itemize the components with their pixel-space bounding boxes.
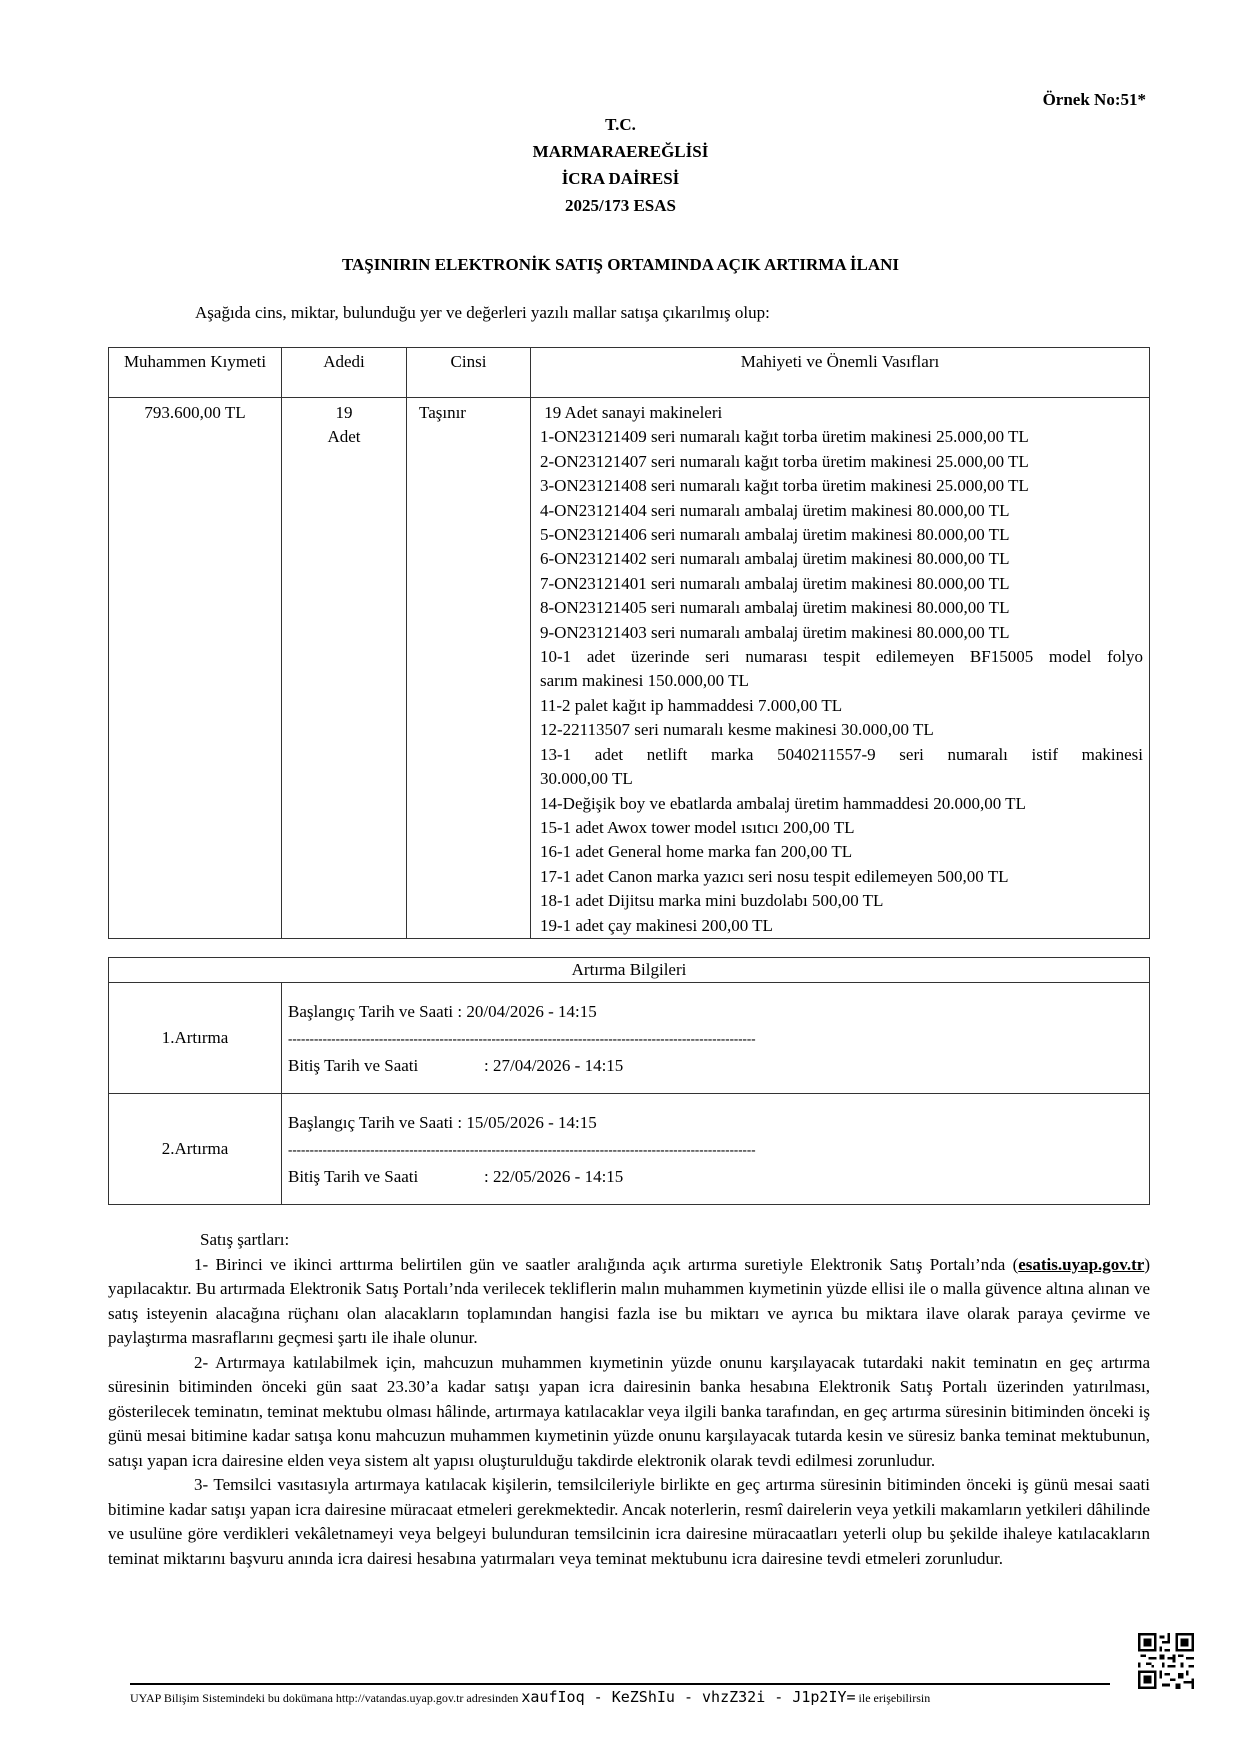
desc-line: 13-1 adet netlift marka 5040211557-9 seri numaralı istif makinesi — [540, 744, 1143, 764]
footer-text: UYAP Bilişim Sistemindeki bu dokümana http://vatandas.uyap.gov.tr adresinden — [130, 1691, 522, 1705]
desc-line: 6-ON23121402 seri numaralı ambalaj üretim makinesi 80.000,00 TL — [540, 549, 1010, 569]
count-unit: Adet — [327, 427, 361, 446]
terms-paragraph-1 — [108, 1253, 1150, 1351]
desc-line: 30.000,00 TL — [540, 769, 633, 789]
qr-code-icon — [1138, 1633, 1194, 1689]
cell-description — [531, 398, 1150, 939]
start-row — [288, 1109, 1148, 1136]
cell-count — [282, 398, 407, 939]
intro-text: Aşağıda cins, miktar, bulunduğu yer ve değerleri yazılı mallar satışa çıkarılmış olup: — [195, 303, 770, 322]
terms-paragraph-2: 2- Artırmaya katılabilmek için, mahcuzun muhammen kıymetinin yüzde onunu karşılayacak tutardaki nakit teminatın en geç artırma süresinin bitiminden önceki gün saat 23.30’a kadar satışı yapan icra dairesinin banka hesabına Elektronik Satış Portalı üzerinden yatırılması, gösterilecek teminatın, teminat mektubu olması hâlinde, artırmaya katılacaklar veya ilgili banka tarafından, en geç artırma süresinin bitiminden önceki iş günü mesai bitimine kadar satışa konu mahcuzun muhammen kıymetinin yüzde onunu karşılayacak tutarda kesin ve süresiz banka teminat mektubunun, satışı yapan icra dairesine elden veya sistem alt yapısı oluşturulduğu takdirde elektronik olarak tevdi edilmesi zorunludur. — [108, 1352, 1150, 1470]
page-title: TAŞINIRIN ELEKTRONİK SATIŞ ORTAMINDA AÇIK ARTIRMA İLANI — [341, 255, 900, 274]
goods-table — [108, 347, 1150, 939]
desc-line: 12-22113507 seri numaralı kesme makinesi 30.000,00 TL — [540, 720, 934, 740]
separator-dashes: ------------------------------------------------------------------------------------------------------------ — [288, 1141, 756, 1157]
desc-line: 3-ON23121408 seri numaralı kağıt torba üretim makinesi 25.000,00 TL — [540, 476, 1029, 496]
round-label: 2.Artırma — [109, 1094, 282, 1205]
table-row — [109, 398, 1150, 939]
auction-table — [108, 957, 1150, 1205]
end-row — [288, 1163, 1148, 1190]
header-case-no: 2025/173 ESAS — [565, 196, 676, 215]
col-value: Muhammen Kıymeti — [109, 348, 282, 398]
start-label: Başlangıç Tarih ve Saati — [288, 1001, 454, 1021]
header-city: MARMARAEREĞLİSİ — [532, 142, 709, 161]
footer-text-end: ile erişebilirsin — [855, 1691, 931, 1705]
esatis-link[interactable]: esatis.uyap.gov.tr — [1018, 1254, 1145, 1274]
round-info — [282, 983, 1150, 1094]
auction-round-2 — [109, 1094, 1150, 1205]
end-value: : 22/05/2026 - 14:15 — [484, 1166, 624, 1186]
terms-paragraph-3: 3- Temsilci vasıtasıyla artırmaya katılacak kişilerin, temsilcileriyle birlikte en geç artırma süresinin bitiminden önceki iş günü mesai saati bitimine kadar satışı yapan icra dairesine müracaat etmeleri gerekmektedir. Ancak noterlerin, resmî dairelerin veya yetkili makamların yetkileri dâhilinde ve usulüne göre verdikleri vekâletnameyi veya belgeyi bulunduran temsilcinin icra dairesine müracaatları yeterli olup bu şekilde ihaleye katılacakların teminat miktarını başvuru anında icra dairesi hesabına yatırmaları veya teminat mektubunu icra dairesine tevdi etmeleri zorunludur. — [108, 1475, 1150, 1568]
start-value: : 15/05/2026 - 14:15 — [457, 1112, 597, 1132]
desc-line: 7-ON23121401 seri numaralı ambalaj üretim makinesi 80.000,00 TL — [540, 573, 1010, 593]
start-label: Başlangıç Tarih ve Saati — [288, 1112, 454, 1132]
desc-line: 10-1 adet üzerinde seri numarası tespit edilemeyen BF15005 model folyo — [540, 647, 1143, 667]
desc-line: 1-ON23121409 seri numaralı kağıt torba üretim makinesi 25.000,00 TL — [540, 427, 1029, 447]
cell-value: 793.600,00 TL — [109, 398, 282, 939]
desc-line: 19 Adet sanayi makineleri — [540, 403, 723, 422]
col-count: Adedi — [282, 348, 407, 398]
col-description: Mahiyeti ve Önemli Vasıfları — [531, 348, 1150, 398]
round-info — [282, 1094, 1150, 1205]
desc-line: 14-Değişik boy ve ebatlarda ambalaj üretim hammaddesi 20.000,00 TL — [540, 793, 1026, 813]
end-label: Bitiş Tarih ve Saati — [288, 1166, 419, 1186]
desc-line: 15-1 adet Awox tower model ısıtıcı 200,00 TL — [540, 817, 855, 837]
terms-heading: Satış şartları: — [200, 1230, 290, 1249]
footer-verification — [130, 1688, 930, 1706]
desc-line: 5-ON23121406 seri numaralı ambalaj üretim makinesi 80.000,00 TL — [540, 525, 1010, 545]
header-office: İCRA DAİRESİ — [561, 169, 680, 188]
desc-line: sarım makinesi 150.000,00 TL — [540, 671, 749, 691]
desc-line: 18-1 adet Dijitsu marka mini buzdolabı 500,00 TL — [540, 891, 884, 911]
end-row — [288, 1052, 1148, 1079]
start-row — [288, 998, 1148, 1025]
desc-line: 8-ON23121405 seri numaralı ambalaj üretim makinesi 80.000,00 TL — [540, 598, 1010, 618]
desc-line: 19-1 adet çay makinesi 200,00 TL — [540, 915, 773, 935]
sample-number: Örnek No:51* — [1042, 90, 1146, 109]
col-type: Cinsi — [407, 348, 531, 398]
end-label: Bitiş Tarih ve Saati — [288, 1055, 419, 1075]
header-tc: T.C. — [605, 115, 636, 134]
desc-line: 17-1 adet Canon marka yazıcı seri nosu tespit edilemeyen 500,00 TL — [540, 866, 1009, 886]
desc-line: 2-ON23121407 seri numaralı kağıt torba üretim makinesi 25.000,00 TL — [540, 451, 1029, 471]
auction-round-1 — [109, 983, 1150, 1094]
desc-line: 9-ON23121403 seri numaralı ambalaj üretim makinesi 80.000,00 TL — [540, 622, 1010, 642]
terms-p1-text: 1- Birinci ve ikinci arttırma belirtilen gün ve saatler aralığında açık artırma suretiyle Elektronik Satış Portalı’nda ( — [194, 1254, 1019, 1274]
separator-dashes: ------------------------------------------------------------------------------------------------------------ — [288, 1030, 756, 1046]
desc-line: 4-ON23121404 seri numaralı ambalaj üretim makinesi 80.000,00 TL — [540, 500, 1010, 520]
terms-p1-text-cont: ) yapılacaktır. Bu artırmada Elektronik Satış Portalı’nda verilecek tekliflerin malın muhammen kıymetinin yüzde ellisi ile o malla güvence altına alınan ve satış isteyenin alacağına rüçhanı olan alacakların toplamından hangisi fazla ise bu miktarı ve ayrıca bu miktara ilave olarak paraya çevirme ve paylaştırma masraflarını geçmesi şartı ile ihale olunur. — [108, 1254, 1150, 1347]
start-value: : 20/04/2026 - 14:15 — [457, 1001, 597, 1021]
auction-table-header: Artırma Bilgileri — [109, 958, 1150, 983]
end-value: : 27/04/2026 - 14:15 — [484, 1055, 624, 1075]
goods-table-header — [109, 348, 1150, 398]
verification-code: xaufIoq - KeZShIu - vhzZ32i - J1p2IY= — [521, 1688, 856, 1706]
count-number: 19 — [335, 403, 353, 422]
footer-divider — [130, 1683, 1110, 1685]
cell-type: Taşınır — [407, 398, 531, 939]
sale-terms — [108, 1228, 1150, 1571]
desc-line: 16-1 adet General home marka fan 200,00 TL — [540, 842, 853, 862]
desc-line: 11-2 palet kağıt ip hammaddesi 7.000,00 TL — [540, 695, 843, 715]
round-label: 1.Artırma — [109, 983, 282, 1094]
